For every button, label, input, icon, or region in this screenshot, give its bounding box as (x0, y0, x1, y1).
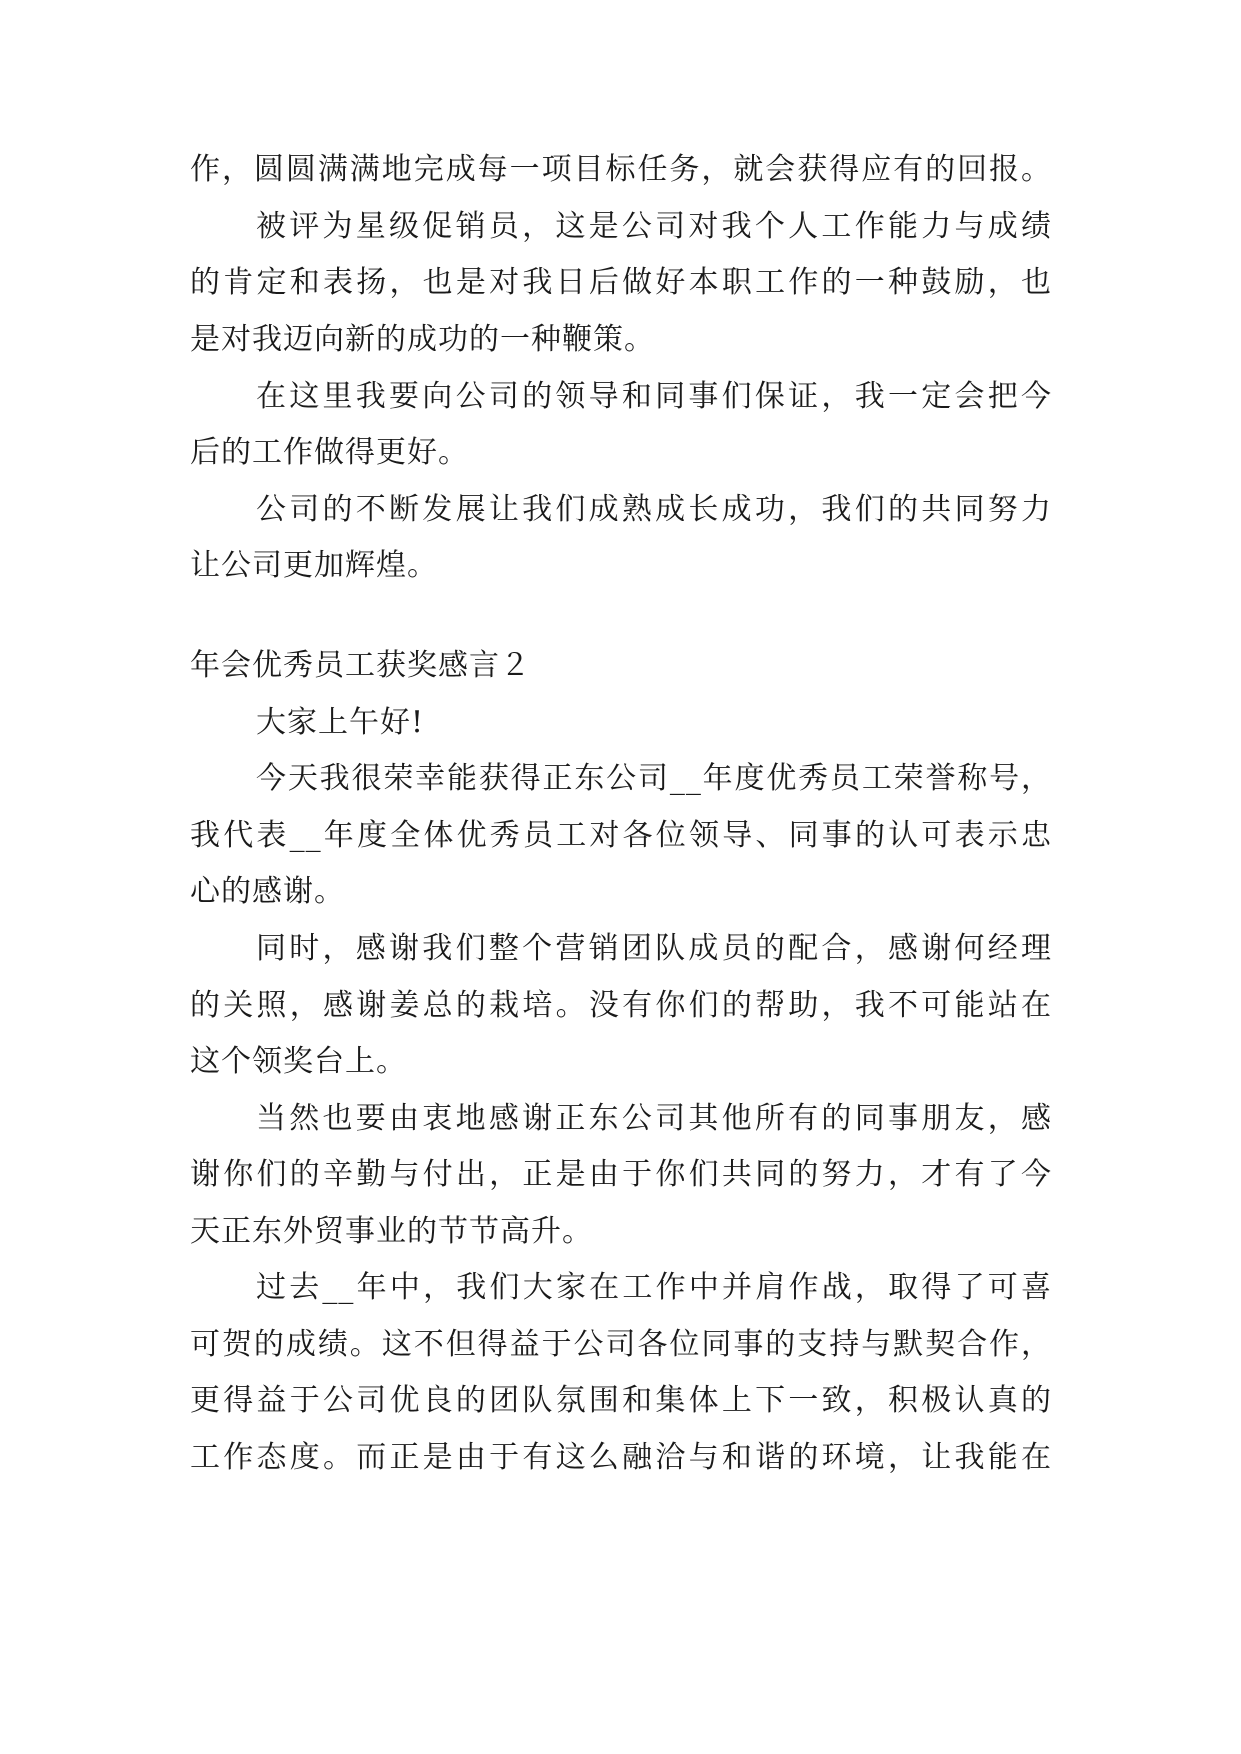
section-heading: 年会优秀员工获奖感言２ (190, 648, 531, 683)
paragraph-start: 公司的不断发展让我们成熟成长成功，我们的共同努力 (256, 492, 1052, 527)
paragraph-start: 被评为星级促销员，这是公司对我个人工作能力与成绩 (256, 209, 1052, 244)
paragraph-start: 过去__年中，我们大家在工作中并肩作战，取得了可喜 (256, 1270, 1052, 1305)
text-line: 让公司更加辉煌。 (190, 548, 438, 583)
text-line: 天正东外贸事业的节节高升。 (190, 1214, 593, 1249)
text-line: 的关照，感谢姜总的栽培。没有你们的帮助，我不可能站在 (190, 988, 1052, 1023)
paragraph-start: 今天我很荣幸能获得正东公司__年度优秀员工荣誉称号， (256, 761, 1052, 796)
text-line: 的肯定和表扬，也是对我日后做好本职工作的一种鼓励，也 (190, 265, 1052, 300)
text-line: 更得益于公司优良的团队氛围和集体上下一致，积极认真的 (190, 1383, 1052, 1418)
paragraph-start: 同时，感谢我们整个营销团队成员的配合，感谢何经理 (256, 931, 1052, 966)
text-line: 心的感谢。 (190, 874, 345, 909)
paragraph-start: 在这里我要向公司的领导和同事们保证，我一定会把今 (256, 379, 1052, 414)
text-line: 后的工作做得更好。 (190, 435, 469, 470)
text-line: 我代表__年度全体优秀员工对各位领导、同事的认可表示忠 (190, 818, 1052, 853)
text-line: 作，圆圆满满地完成每一项目标任务，就会获得应有的回报。 (190, 152, 1052, 187)
paragraph-start: 当然也要由衷地感谢正东公司其他所有的同事朋友，感 (256, 1101, 1052, 1136)
text-line: 这个领奖台上。 (190, 1044, 407, 1079)
greeting: 大家上午好! (256, 705, 425, 740)
text-line: 是对我迈向新的成功的一种鞭策。 (190, 322, 655, 357)
text-line: 谢你们的辛勤与付出，正是由于你们共同的努力，才有了今 (190, 1157, 1052, 1192)
text-line: 工作态度。而正是由于有这么融洽与和谐的环境，让我能在 (190, 1440, 1052, 1475)
text-line: 可贺的成绩。这不但得益于公司各位同事的支持与默契合作， (190, 1327, 1052, 1362)
